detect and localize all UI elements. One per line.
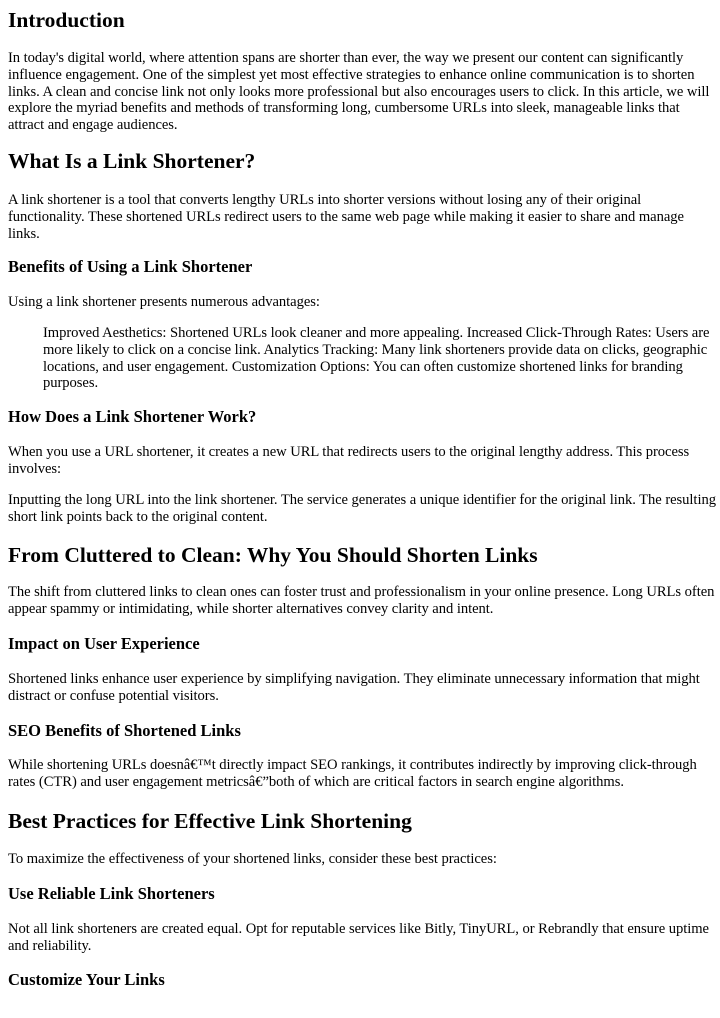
subheading-customize-links: Customize Your Links xyxy=(8,970,165,989)
section-heading-cluttered-to-clean: From Cluttered to Clean: Why You Should Shorten Links xyxy=(8,543,538,567)
best-practices-paragraph: To maximize the effectiveness of your shortened links, consider these best practices: xyxy=(8,851,497,867)
what-is-paragraph: A link shortener is a tool that converts lengthy URLs into shorter versions without losing any of their original functionality. These shortened URLs redirect users to the same web page while making it easier to share and manage links. xyxy=(8,192,684,242)
how-paragraph-1: When you use a URL shortener, it creates a new URL that redirects users to the original lengthy address. This process involves: xyxy=(8,444,690,477)
subheading-reliable-shorteners: Use Reliable Link Shorteners xyxy=(8,884,215,903)
subheading-benefits: Benefits of Using a Link Shortener xyxy=(8,257,253,276)
ux-paragraph: Shortened links enhance user experience by simplifying navigation. They eliminate unnecessary information that might distract or confuse potential visitors. xyxy=(8,671,700,704)
intro-paragraph: In today's digital world, where attention spans are shorter than ever, the way we present our content can significantly influence engagement. One of the simplest yet most effective strategies to enhance online communication is to shorten links. A clean and concise link not only looks more professional but also encourages users to click. In this article, we will explore the myriad benefits and methods of transforming long, cumbersome URLs into sleek, manageable links that attract and engage audiences. xyxy=(8,50,710,134)
benefits-blockquote: Improved Aesthetics: Shortened URLs look cleaner and more appealing. Increased Click-Through Rates: Users are more likely to click on a concise link. Analytics Tracking: Many link shorteners provide data on clicks, geographic locations, and user engagement. Customization Options: You can often customize shortened links for branding purposes. xyxy=(43,325,710,392)
how-paragraph-2: Inputting the long URL into the link shortener. The service generates a unique identifier for the original link. The resulting short link points back to the original content. xyxy=(8,492,716,525)
section-heading-what-is-link-shortener: What Is a Link Shortener? xyxy=(8,149,256,173)
reliable-paragraph: Not all link shorteners are created equal. Opt for reputable services like Bitly, TinyURL, or Rebrandly that ensure uptime and reliability. xyxy=(8,921,709,954)
clutter-paragraph: The shift from cluttered links to clean ones can foster trust and professionalism in your online presence. Long URLs often appear spammy or intimidating, while shorter alternatives convey clarity and intent. xyxy=(8,584,715,617)
seo-paragraph: While shortening URLs doesnâ€™t directly impact SEO rankings, it contributes indirectly by improving click-through rates (CTR) and user engagement metricsâ€”both of which are critical factors in search engine algorithms. xyxy=(8,757,697,790)
subheading-seo-benefits: SEO Benefits of Shortened Links xyxy=(8,721,241,740)
section-heading-best-practices: Best Practices for Effective Link Shortening xyxy=(8,809,412,833)
section-heading-introduction: Introduction xyxy=(8,8,125,32)
subheading-user-experience: Impact on User Experience xyxy=(8,634,200,653)
benefits-paragraph: Using a link shortener presents numerous advantages: xyxy=(8,294,320,310)
subheading-how-it-works: How Does a Link Shortener Work? xyxy=(8,407,257,426)
